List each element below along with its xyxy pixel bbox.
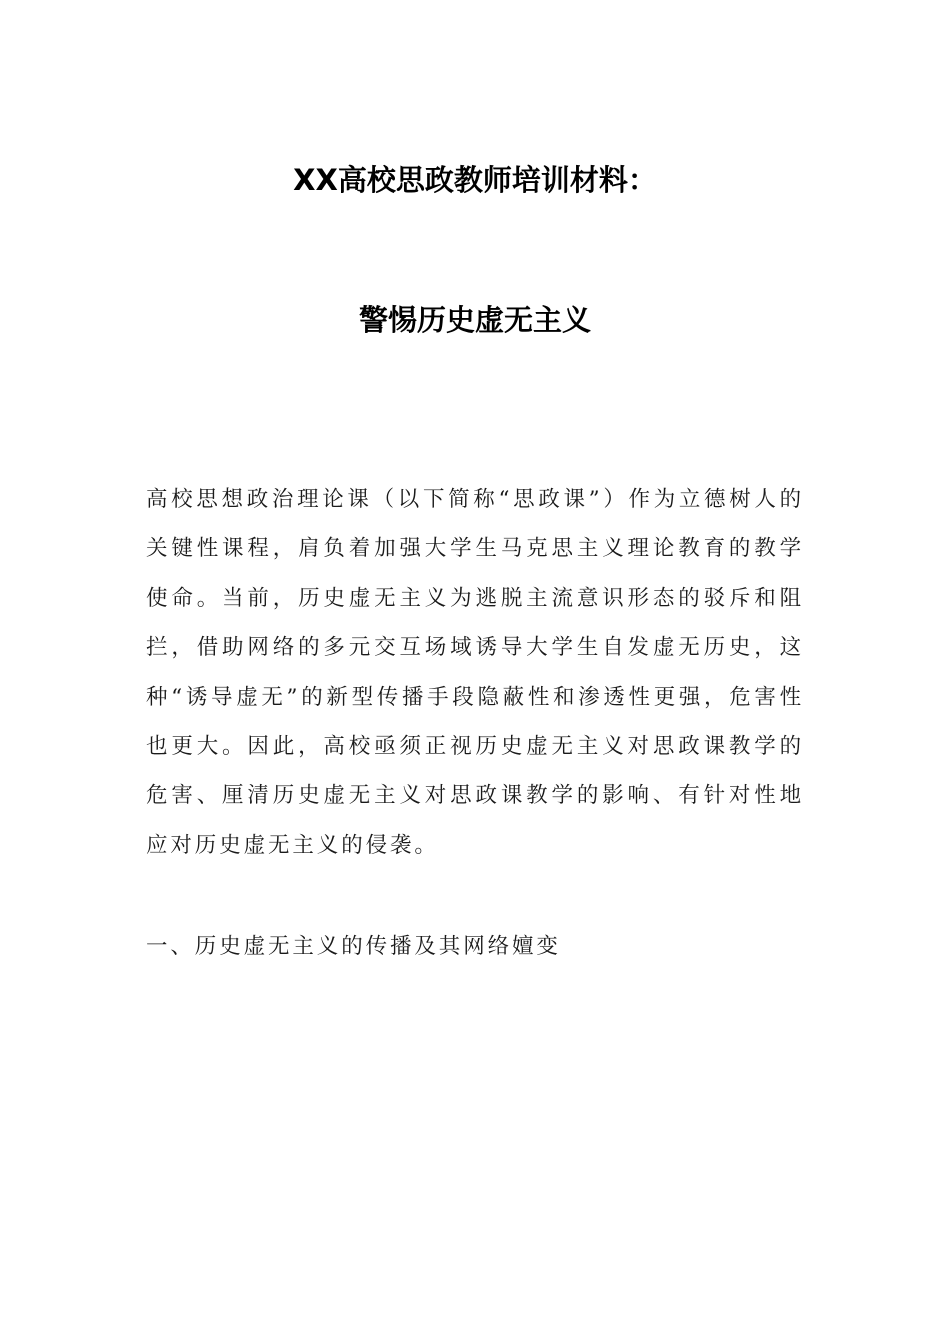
document-title: XX高校思政教师培训材料： bbox=[293, 163, 657, 197]
document-subtitle: 警惕历史虚无主义 bbox=[358, 303, 591, 337]
section-heading: 一、历史虚无主义的传播及其网络嬗变 bbox=[146, 934, 561, 959]
intro-paragraph: 高校思想政治理论课（以下简称“思政课”）作为立德树人的关键性课程，肩负着加强大学生马克思主义理论教育的教学使命。当前，历史虚无主义为逃脱主流意识形态的驳斥和阻拦，借助网络的多元交互场域诱导大学生自发虚无历史，这种“诱导虚无”的新型传播手段隐蔽性和渗透性更强，危害性也更大。因此，高校亟须正视历史虚无主义对思政课教学的危害、厘清历史虚无主义对思政课教学的影响、有针对性地应对历史虚无主义的侵袭。 bbox=[146, 487, 804, 858]
